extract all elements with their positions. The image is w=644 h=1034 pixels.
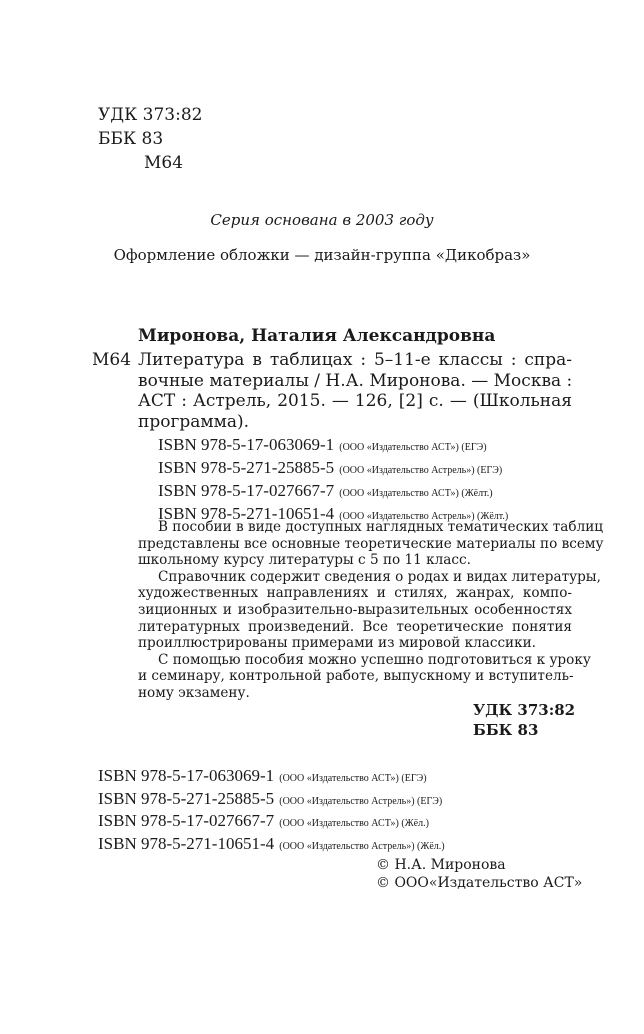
bbk-code: ББК 83 xyxy=(98,129,164,149)
isbn-number: ISBN 978-5-271-10651-4 xyxy=(98,833,275,853)
bbk-code-bold: ББК 83 xyxy=(473,721,539,739)
catalog-author: Миронова, Наталия Александровна xyxy=(138,326,496,346)
annotation-line: литературных произведений. Все теоретические понятия xyxy=(138,618,572,635)
isbn-row xyxy=(98,834,445,857)
annotation-line: Справочник содержит сведения о родах и видах литературы, xyxy=(158,568,601,585)
catalog-isbn-list xyxy=(158,435,508,527)
copyright-publisher: © ООО«Издательство АСТ» xyxy=(376,875,583,891)
bib-line: АСТ : Астрель, 2015. — 126, [2] с. — (Школьная xyxy=(138,391,572,411)
annotation xyxy=(138,519,604,702)
annotation-line: и семинару, контрольной работе, выпускному и вступитель- xyxy=(138,668,574,685)
isbn-publisher: (ООО «Издательство Астрель») (ЕГЭ) xyxy=(339,465,503,476)
annotation-line: проиллюстрированы примерами из мировой классики. xyxy=(138,635,536,652)
isbn-row xyxy=(98,789,445,812)
catalog-side-mark: М64 xyxy=(92,350,132,370)
annotation-line: ному экзамену. xyxy=(138,684,250,701)
isbn-publisher: (ООО «Издательство Астрель») (ЕГЭ) xyxy=(279,795,443,807)
bib-line: программа). xyxy=(138,411,249,432)
cover-design-credit: Оформление обложки — дизайн-группа «Дикобраз» xyxy=(113,246,531,264)
author-mark: М64 xyxy=(144,153,184,173)
isbn-row xyxy=(158,435,508,458)
bibliographic-description xyxy=(138,350,572,432)
isbn-number: ISBN 978-5-271-25885-5 xyxy=(158,458,335,477)
isbn-publisher: (ООО «Издательство АСТ») (Жёл.) xyxy=(279,818,429,829)
annotation-line: школьному курсу литературы с 5 по 11 класс. xyxy=(138,552,471,569)
isbn-publisher: (ООО «Издательство Астрель») (Жёлт.) xyxy=(339,511,509,522)
isbn-row xyxy=(158,481,508,504)
udk-code: УДК 373:82 xyxy=(98,105,203,125)
isbn-row xyxy=(158,458,508,481)
isbn-number: ISBN 978-5-17-063069-1 xyxy=(158,435,335,454)
bib-line: вочные материалы / Н.А. Миронова. — Москва : xyxy=(138,370,573,391)
isbn-row xyxy=(98,811,445,834)
bib-line: Литература в таблицах : 5–11-е классы : спра- xyxy=(138,350,572,370)
copyright-author: © Н.А. Миронова xyxy=(376,857,506,873)
isbn-block xyxy=(98,766,445,856)
udk-header xyxy=(98,103,202,175)
annotation-line: художественных направлениях и стилях, жанрах, компо- xyxy=(138,585,572,602)
isbn-publisher: (ООО «Издательство АСТ») (ЕГЭ) xyxy=(339,442,487,453)
series-note: Серия основана в 2003 году xyxy=(210,211,434,229)
annotation-line: С помощью пособия можно успешно подготовиться к уроку xyxy=(158,651,591,668)
isbn-publisher: (ООО «Издательство Астрель») (Жёл.) xyxy=(279,840,445,852)
isbn-publisher: (ООО «Издательство АСТ») (ЕГЭ) xyxy=(279,773,427,784)
isbn-number: ISBN 978-5-271-10651-4 xyxy=(158,504,335,523)
annotation-line: представлены все основные теоретические материалы по всему xyxy=(138,535,604,552)
udk-code-bold: УДК 373:82 xyxy=(473,701,576,719)
isbn-number: ISBN 978-5-17-027667-7 xyxy=(158,481,335,500)
annotation-line: В пособии в виде доступных наглядных тематических таблиц xyxy=(158,519,604,535)
annotation-line: зиционных и изобразительно-выразительных особенностях xyxy=(138,601,572,618)
isbn-number: ISBN 978-5-17-063069-1 xyxy=(98,766,275,785)
isbn-number: ISBN 978-5-17-027667-7 xyxy=(98,811,275,830)
catalog-codes xyxy=(473,700,575,740)
isbn-publisher: (ООО «Издательство АСТ») (Жёлт.) xyxy=(339,488,493,499)
isbn-number: ISBN 978-5-271-25885-5 xyxy=(98,788,275,808)
copyright-block xyxy=(376,856,582,892)
isbn-row xyxy=(98,766,445,789)
